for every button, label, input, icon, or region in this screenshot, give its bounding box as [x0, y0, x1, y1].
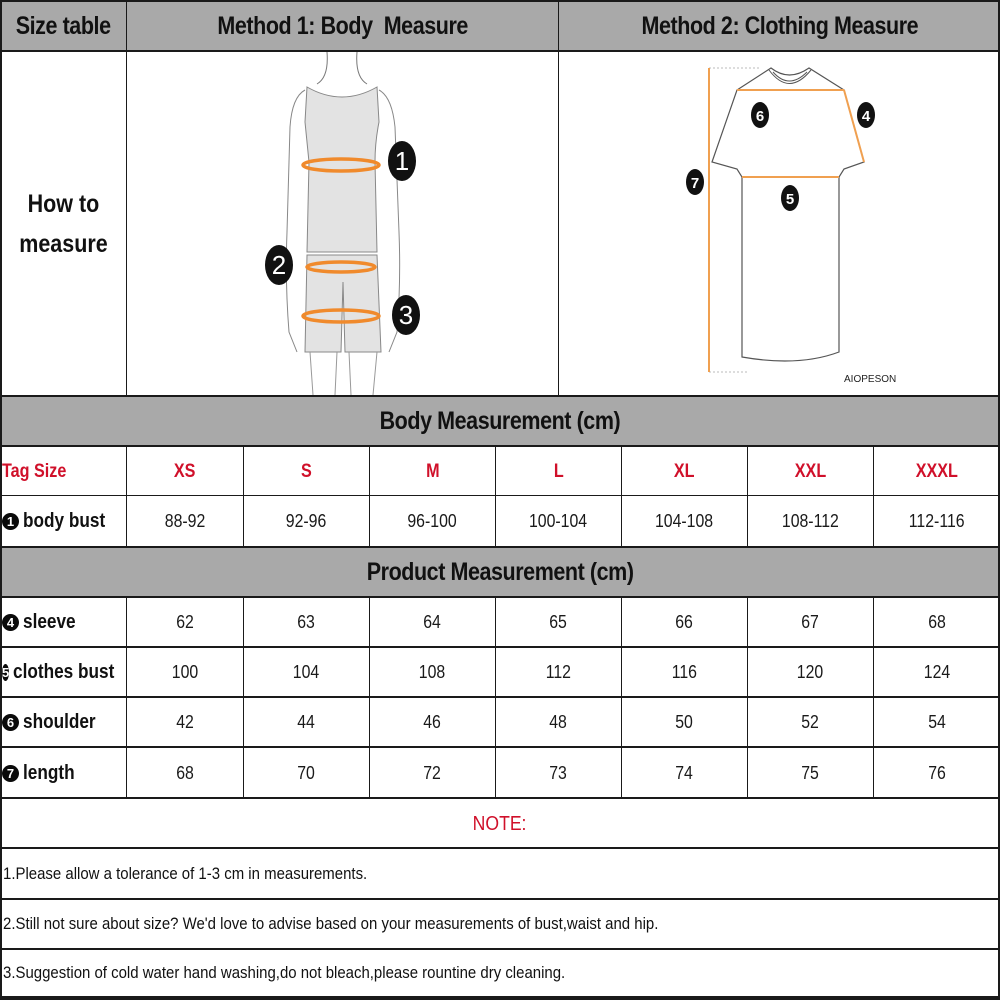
divider	[873, 446, 874, 547]
clothes-bust-label: clothes bust	[13, 661, 115, 683]
divider	[495, 446, 496, 547]
table-cell: 64	[423, 612, 442, 632]
table-cell: 100-104	[529, 511, 588, 531]
divider	[243, 446, 244, 547]
sleeve-label-cell	[0, 598, 126, 647]
divider	[0, 495, 1000, 496]
method2-header	[559, 2, 1000, 51]
divider	[0, 898, 1000, 900]
table-cell: 62	[176, 612, 194, 632]
note-title: NOTE:	[473, 812, 527, 835]
product-measurement-title	[0, 548, 1000, 596]
table-cell: 92-96	[286, 511, 327, 531]
svg-text:6: 6	[755, 108, 765, 125]
divider	[873, 597, 874, 798]
svg-text:7: 7	[690, 175, 700, 192]
method2-label: Method 2: Clothing Measure	[641, 12, 918, 40]
brand-label: AIOPESON	[844, 374, 897, 385]
marker-5-icon	[781, 185, 799, 211]
how-to-line1: How to	[27, 189, 99, 218]
note-item-2	[0, 900, 1000, 948]
divider	[495, 597, 496, 798]
table-cell: 44	[297, 712, 316, 732]
table-cell: 75	[801, 762, 820, 783]
body-bust-label: body bust	[23, 510, 106, 532]
divider	[0, 395, 1000, 397]
table-cell: 100	[171, 662, 199, 682]
divider	[0, 546, 1000, 548]
shoulder-label-cell	[0, 698, 126, 747]
marker-7-icon	[686, 169, 704, 195]
table-cell: 108	[419, 662, 446, 682]
body-figure-illustration	[127, 52, 558, 395]
size-m: M	[425, 460, 440, 482]
how-to-line2: measure	[18, 229, 108, 258]
body-measure-figure	[127, 52, 558, 395]
shirt-figure-illustration	[559, 52, 1000, 395]
length-label: length	[23, 761, 75, 784]
table-cell: 124	[923, 662, 951, 682]
how-to-measure-label	[19, 184, 107, 264]
tag-size-label: Tag Size	[2, 460, 67, 482]
divider	[0, 746, 1000, 748]
table-cell: 96-100	[407, 511, 458, 531]
divider	[0, 646, 1000, 648]
product-measurement-title-text: Product Measurement (cm)	[366, 557, 634, 586]
divider	[0, 696, 1000, 698]
note-text-1: 1.Please allow a tolerance of 1-3 cm in measurements.	[3, 864, 368, 883]
size-s: S	[301, 460, 312, 482]
divider	[621, 446, 622, 547]
svg-text:2: 2	[271, 250, 287, 280]
sleeve-label: sleeve	[23, 611, 76, 633]
svg-text:4: 4	[861, 108, 871, 125]
number-6-icon: 6	[2, 714, 19, 731]
table-cell: 54	[928, 712, 946, 732]
number-7-icon: 7	[2, 765, 19, 782]
divider	[0, 797, 1000, 799]
method1-header	[127, 2, 558, 51]
size-l: L	[553, 460, 564, 482]
divider	[0, 596, 1000, 598]
divider	[126, 597, 127, 798]
note-text-2: 2.Still not sure about size? We'd love to advise based on your measurements of bust,waist and hip.	[3, 914, 659, 933]
marker-4-icon	[857, 102, 875, 128]
note-title-cell	[0, 800, 1000, 848]
divider	[558, 0, 559, 396]
number-5-icon: 5	[2, 665, 10, 680]
note-item-1	[0, 850, 1000, 898]
svg-text:5: 5	[785, 191, 795, 208]
note-text-3: 3.Suggestion of cold water hand washing,do not bleach,please rountine dry cleaning.	[3, 963, 566, 982]
note-item-3	[0, 950, 1000, 996]
divider	[0, 948, 1000, 950]
body-measurement-title	[0, 397, 1000, 445]
table-cell: 66	[675, 612, 694, 632]
divider	[747, 446, 748, 547]
marker-2-icon	[265, 245, 293, 285]
table-cell: 104	[293, 662, 320, 682]
divider	[0, 50, 1000, 52]
size-xs: XS	[174, 460, 196, 482]
table-cell: 52	[801, 712, 820, 732]
table-cell: 112	[545, 662, 572, 682]
divider	[621, 597, 622, 798]
divider	[369, 597, 370, 798]
table-cell: 73	[549, 762, 568, 783]
table-cell: 74	[675, 762, 694, 783]
divider	[747, 597, 748, 798]
how-to-measure-cell	[0, 52, 126, 395]
table-cell: 112-116	[909, 511, 965, 531]
divider	[126, 0, 127, 396]
clothing-measure-figure	[559, 52, 1000, 395]
table-cell: 46	[423, 712, 442, 732]
table-cell: 104-108	[655, 511, 714, 531]
shoulder-label: shoulder	[23, 711, 96, 733]
table-cell: 42	[176, 712, 194, 732]
divider	[126, 446, 127, 547]
size-xl: XL	[674, 460, 695, 482]
table-cell: 67	[801, 612, 820, 632]
table-cell: 116	[671, 662, 698, 682]
table-cell: 88-92	[164, 511, 206, 531]
table-cell: 48	[549, 712, 568, 732]
size-xxxl: XXXL	[915, 460, 959, 482]
svg-text:1: 1	[394, 146, 410, 176]
divider	[369, 446, 370, 547]
divider	[0, 445, 1000, 447]
table-cell: 72	[423, 762, 442, 783]
table-cell: 50	[675, 712, 694, 732]
divider	[0, 847, 1000, 849]
divider	[243, 597, 244, 798]
method1-label: Method 1: Body Measure	[217, 12, 468, 40]
table-cell: 63	[297, 612, 316, 632]
divider	[0, 0, 2, 1000]
marker-6-icon	[751, 102, 769, 128]
table-cell: 68	[176, 762, 194, 783]
body-bust-label-cell	[0, 497, 126, 546]
size-xxl: XXL	[794, 460, 827, 482]
length-label-cell	[0, 748, 126, 798]
table-cell: 76	[928, 762, 946, 783]
marker-3-icon	[392, 295, 420, 335]
body-measurement-title-text: Body Measurement (cm)	[379, 406, 621, 435]
size-table-label: Size table	[15, 12, 111, 40]
table-cell: 68	[928, 612, 946, 632]
tag-size-label-cell	[0, 447, 126, 496]
divider	[0, 996, 1000, 1000]
marker-1-icon	[388, 141, 416, 181]
svg-text:3: 3	[398, 300, 414, 330]
number-1-icon: 1	[2, 513, 19, 530]
number-4-icon: 4	[2, 614, 19, 631]
table-cell: 108-112	[782, 511, 839, 531]
table-cell: 65	[549, 612, 568, 632]
table-cell: 120	[797, 662, 824, 682]
clothes-bust-label-cell	[0, 648, 126, 697]
size-table-header	[0, 2, 126, 51]
divider	[0, 0, 1000, 2]
table-cell: 70	[297, 762, 316, 783]
